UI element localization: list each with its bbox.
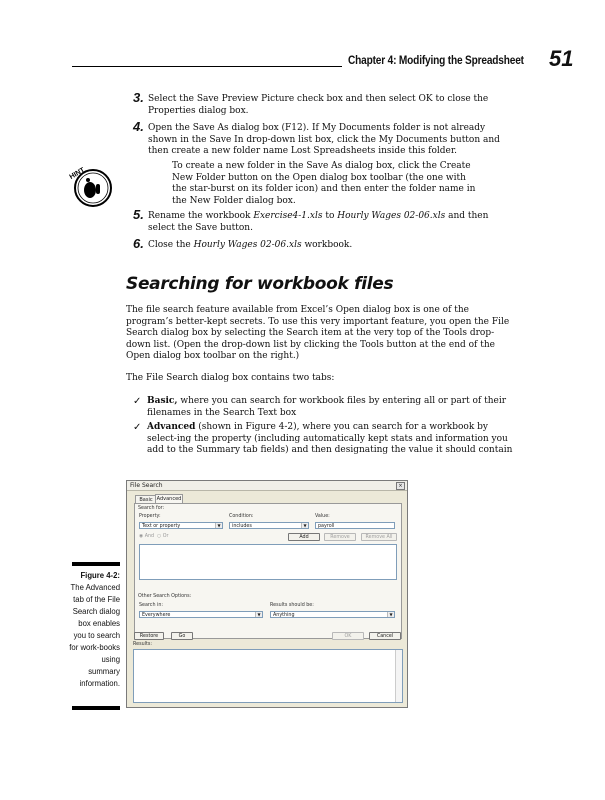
figure-label: Figure 4-2:: [80, 570, 120, 580]
step-text: Rename the workbook: [148, 211, 254, 221]
ok-button[interactable]: OK: [332, 632, 364, 640]
hint-icon: [68, 162, 114, 208]
step-text: Close the: [148, 240, 194, 250]
step-text: Open the Save As dialog box (F12). If My Documents folder is not already shown in the Save In drop-down list box, click the My Documents button and then create a new folder name Lost Spreadsheets inside this folder.: [148, 123, 500, 156]
value-label: Value:: [315, 514, 330, 519]
bullet-text: (shown in Figure 4-2), where you can search for a workbook by select-ing the property (including automatically kept stats and information you add to the Summary tab fields) and then designating the value it should contain: [147, 422, 513, 455]
bullet-basic: [133, 396, 513, 419]
file-search-dialog: [126, 480, 408, 708]
search-in-select[interactable]: [139, 611, 263, 618]
bullet-advanced: [133, 422, 513, 457]
scrollbar[interactable]: [395, 650, 402, 702]
results-label: Results:: [133, 642, 152, 647]
step-4: [133, 119, 508, 158]
search-for-label: Search for:: [138, 506, 165, 511]
remove-button[interactable]: Remove: [324, 533, 356, 541]
step-number: 4.: [133, 119, 144, 134]
chevron-down-icon: ▼: [301, 523, 308, 528]
property-label: Property:: [139, 514, 161, 519]
other-options-label: Other Search Options:: [138, 594, 192, 599]
dialog-titlebar: [127, 481, 407, 491]
step-3: [133, 90, 508, 117]
condition-label: Condition:: [229, 514, 254, 519]
step-6: [133, 236, 508, 252]
filename: Hourly Wages 02-06.xls: [337, 211, 446, 221]
chapter-title: Chapter 4: Modifying the Spreadsheet: [348, 55, 524, 67]
bullet-text: where you can search for workbook files by entering all or part of their filenames in the Search Text box: [147, 396, 507, 418]
and-radio[interactable]: ◉ And: [139, 534, 155, 539]
paragraph: The File Search dialog box contains two tabs:: [126, 373, 335, 383]
step-number: 6.: [133, 236, 144, 251]
step-text: and then select the Save button.: [148, 211, 489, 233]
hint-text: To create a new folder in the Save As dialog box, click the Create New Folder button on the Open dialog box toolbar (the one with the star-burst on its folder icon) and then enter the folder name in the New Folder dialog box.: [172, 161, 476, 206]
section-title: Searching for workbook files: [126, 274, 394, 294]
header-rule: [72, 66, 342, 67]
step-number: 3.: [133, 90, 144, 105]
bullet-term: Basic,: [147, 396, 178, 406]
step-text: workbook.: [301, 240, 353, 250]
condition-select[interactable]: [229, 522, 309, 529]
results-type-label: Results should be:: [270, 603, 314, 608]
search-in-label: Search in:: [139, 603, 163, 608]
chevron-down-icon: ▼: [255, 612, 262, 617]
dialog-title: File Search: [130, 482, 163, 489]
results-list[interactable]: [133, 649, 403, 703]
step-text: to: [322, 211, 338, 221]
add-button[interactable]: Add: [288, 533, 320, 541]
caption-rule: [72, 562, 120, 566]
filename: Hourly Wages 02-06.xls: [193, 240, 302, 250]
search-in-value: Everywhere: [142, 613, 171, 618]
chevron-down-icon: ▼: [215, 523, 222, 528]
close-icon[interactable]: ×: [396, 482, 405, 490]
chevron-down-icon: ▼: [387, 612, 394, 617]
caption-text: The Advanced tab of the File Search dialog box enables you to search for work-books using summary information.: [69, 582, 120, 688]
figure-caption: [68, 569, 120, 689]
go-button[interactable]: Go: [171, 632, 193, 640]
or-radio[interactable]: ○ Or: [157, 534, 169, 539]
cancel-button[interactable]: Cancel: [369, 632, 401, 640]
restore-button[interactable]: Restore: [134, 632, 164, 640]
filename: Exercise4-1.xls: [253, 211, 323, 221]
advanced-panel: [134, 503, 402, 639]
paragraph: The file search feature available from Excel’s Open dialog box is one of the program’s better-kept secrets. To use this very important feature, you open the File Search dialog box by selecting the Search item at the very top of the Tools drop-down list. (Open the drop-down list by clicking the Tools button at the end of the Open dialog box toolbar on the right.): [126, 305, 510, 361]
step-5: [133, 207, 508, 234]
property-value: Text or property: [142, 524, 181, 529]
checkmark-icon: ✓: [133, 422, 142, 433]
condition-value: includes: [232, 524, 252, 529]
page-number: 51: [549, 46, 574, 71]
criteria-list[interactable]: [139, 544, 397, 580]
bullet-term: Advanced: [147, 422, 196, 432]
hint-icon-label: HINT: [68, 166, 87, 181]
step-text: Select the Save Preview Picture check box and then select OK to close the Properties dialog box.: [148, 94, 489, 116]
value-input[interactable]: payroll: [315, 522, 395, 529]
results-type-value: Anything: [273, 613, 295, 618]
property-select[interactable]: [139, 522, 223, 529]
step-number: 5.: [133, 207, 144, 222]
remove-all-button[interactable]: Remove All: [361, 533, 397, 541]
tab-advanced[interactable]: Advanced: [156, 496, 182, 502]
caption-rule: [72, 706, 120, 710]
tab-basic[interactable]: Basic: [135, 495, 157, 504]
results-type-select[interactable]: [270, 611, 395, 618]
checkmark-icon: ✓: [133, 396, 142, 407]
